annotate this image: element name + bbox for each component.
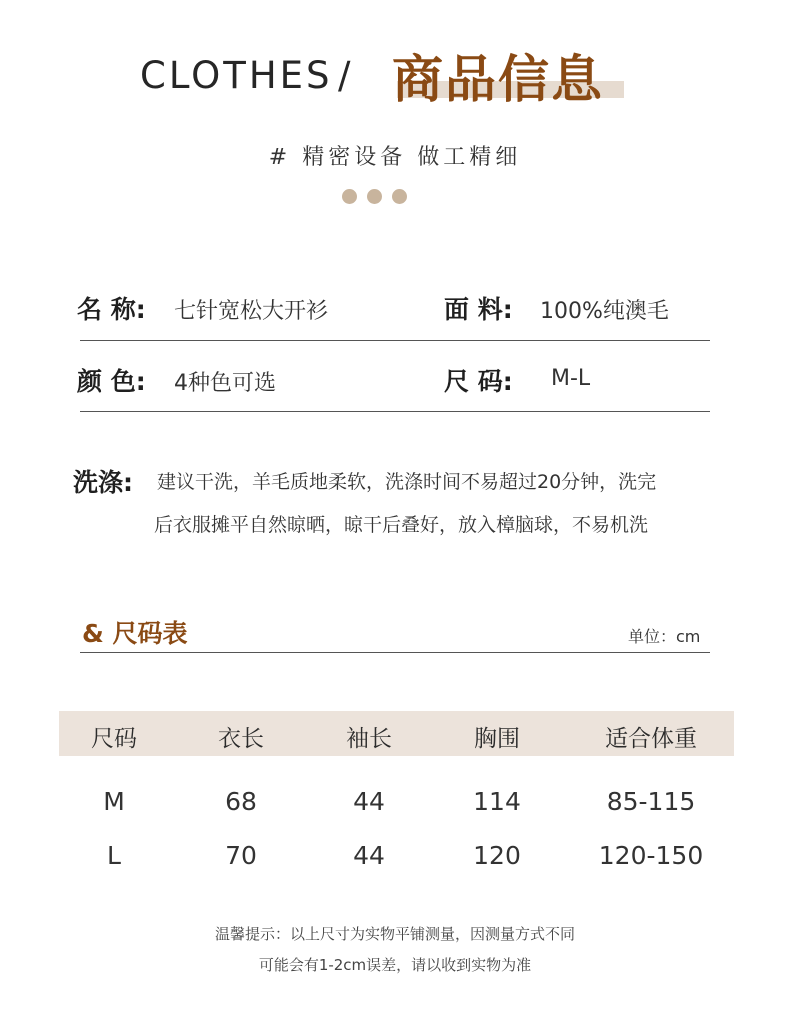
size-label: 尺 码: xyxy=(444,367,513,396)
header-chest: 胸围 xyxy=(474,726,520,752)
fabric-value: 100%纯澳毛 xyxy=(540,299,669,324)
size-chart-title: & 尺码表 xyxy=(82,619,188,648)
color-label: 颜 色: xyxy=(77,367,146,396)
cell-chest: 120 xyxy=(473,841,521,870)
name-label: 名 称: xyxy=(77,295,146,324)
cell-weight: 120-150 xyxy=(598,841,704,870)
name-value: 七针宽松大开衫 xyxy=(174,299,329,324)
unit-label: 单位：cm xyxy=(628,627,701,646)
cell-size: L xyxy=(107,841,121,870)
divider xyxy=(80,340,710,341)
brand-slash: / xyxy=(338,54,351,97)
title-block xyxy=(392,38,624,110)
dot-icon xyxy=(342,189,357,204)
size-table-header xyxy=(59,711,734,756)
page-title: 商品信息 xyxy=(392,50,605,110)
cell-length: 68 xyxy=(225,787,257,816)
divider xyxy=(80,652,710,653)
dot-icon xyxy=(392,189,407,204)
note-line1: 温馨提示：以上尺寸为实物平铺测量，因测量方式不同 xyxy=(214,925,575,943)
divider xyxy=(80,411,710,412)
tagline: # 精密设备 做工精细 xyxy=(268,145,522,170)
wash-text-line1: 建议干洗，羊毛质地柔软，洗涤时间不易超过20分钟，洗完 xyxy=(157,471,657,493)
color-value: 4种色可选 xyxy=(174,371,276,396)
cell-weight: 85-115 xyxy=(606,787,696,816)
table-row xyxy=(59,841,734,875)
wash-text-line2: 后衣服摊平自然晾晒，晾干后叠好，放入樟脑球，不易机洗 xyxy=(154,514,649,536)
cell-size: M xyxy=(103,787,125,816)
size-value: M-L xyxy=(551,366,591,391)
header-weight: 适合体重 xyxy=(605,726,697,752)
dot-icon xyxy=(367,189,382,204)
cell-chest: 114 xyxy=(473,787,521,816)
fabric-label: 面 料: xyxy=(444,295,513,324)
header-sleeve: 袖长 xyxy=(346,726,392,752)
cell-sleeve: 44 xyxy=(353,841,385,870)
header-length: 衣长 xyxy=(218,726,264,752)
table-row xyxy=(59,787,734,821)
wash-label: 洗涤: xyxy=(73,468,133,497)
note-line2: 可能会有1-2cm误差，请以收到实物为准 xyxy=(258,956,532,974)
cell-sleeve: 44 xyxy=(353,787,385,816)
decorative-dots xyxy=(342,189,407,204)
brand-english-title: CLOTHES xyxy=(140,54,333,97)
cell-length: 70 xyxy=(225,841,257,870)
header-size: 尺码 xyxy=(91,726,137,752)
